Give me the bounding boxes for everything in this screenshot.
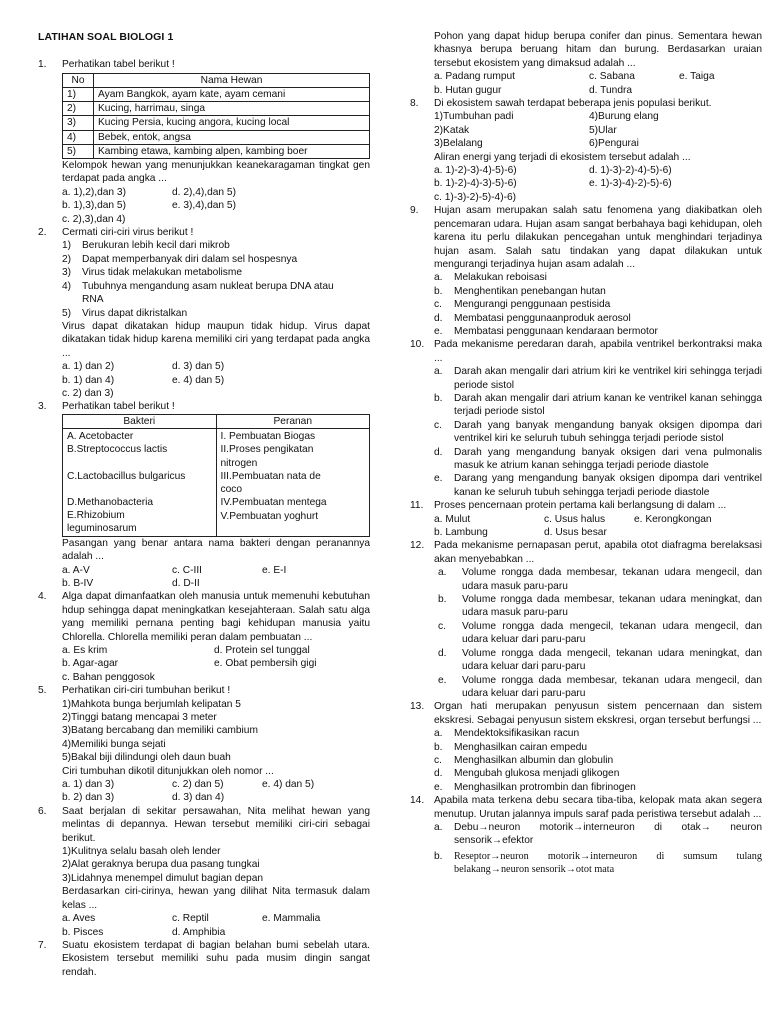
option[interactable]: d. 3) dan 4) (172, 792, 225, 804)
table-cell: Kucing Persia, kucing angora, kucing local (94, 116, 370, 130)
table-cell: 1) (63, 88, 94, 102)
question-number: 6. (38, 805, 47, 817)
option[interactable]: b. 1)-2)-4)-3)-5)-6) (434, 178, 517, 190)
option[interactable]: e. E-I (262, 564, 287, 576)
question-text: Proses pencernaan protein pertama kali berlangsung di dalam ... (434, 500, 727, 512)
question-2 (38, 226, 370, 400)
table-cell: A. Acetobacter (67, 430, 134, 442)
question-text: Organ hati merupakan penyusun sistem pencernaan dan sistem ekskresi. Sebagai penyusun sistem ekskresi, organ tersebut berfungsi ... (434, 701, 762, 726)
animal-table (62, 73, 370, 159)
question-number: 3. (38, 401, 47, 413)
option[interactable]: b. Darah akan mengalir dari atrium kanan ke ventrikel kanan sehingga terjadi periode sistol (434, 392, 762, 418)
option[interactable]: d. 1)-3)-2)-4)-5)-6) (589, 165, 672, 177)
question-text: Perhatikan ciri-ciri tumbuhan berikut ! (62, 685, 231, 697)
table-cell: Kambing etawa, kambing alpen, kambing boer (94, 144, 370, 158)
question-text: Apabila mata terkena debu secara tiba-tiba, kelopak mata akan segera menutup. Urutan jalannya impuls saraf pada peristiwa tersebut adalah ... (434, 795, 762, 820)
option[interactable]: d. Darah yang mengandung banyak oksigen dari vena pulmonalis masuk ke atrium kanan sehingga terjadi periode diastole (434, 446, 762, 471)
option[interactable]: e. Taiga (679, 71, 715, 83)
table-cell: II.Proses pengikatan nitrogen (220, 444, 314, 469)
question-number: 10. (410, 339, 425, 351)
question-5-options (62, 778, 370, 805)
option[interactable]: e. Mammalia (262, 913, 321, 925)
option[interactable]: d. 2),4),dan 5) (172, 186, 236, 198)
list-item: 6)Pengurai (589, 138, 639, 150)
question-number: 2. (38, 227, 47, 239)
question-prompt: Ciri tumbuhan dikotil ditunjukkan oleh nomor ... (62, 765, 274, 777)
question-text: Alga dapat dimanfaatkan oleh manusia untuk memenuhi kebutuhan hdup sehingga dapat meningkatkan kesejahteraan. Salah satu alga yang memiliki pernana penting bagi kehidupan manusia yaitu Chlorella. Chlorella memiliki peran dalam pembuatan ... (62, 591, 370, 643)
list-item: 2)Katak (434, 124, 470, 136)
question-1 (38, 58, 370, 159)
option[interactable]: b. 1) dan 4) (62, 374, 115, 386)
question-text: Suatu ekosistem terdapat di bagian belahan bumi sebelah utara. Ekosistem tersebut memiliki suhu pada musim dingin sangat rendah. (62, 939, 370, 978)
question-11-options (434, 513, 762, 540)
question-3 (38, 400, 370, 590)
question-text: Pada mekanisme peredaran darah, apabila ventrikel berkontraksi maka ... (434, 339, 762, 364)
question-number: 14. (410, 795, 425, 807)
option[interactable]: c. Reptil (172, 913, 209, 925)
option[interactable]: c. Usus halus (544, 513, 606, 525)
option[interactable]: b. Agar-agar (62, 658, 119, 670)
list-item: 1)Kulitnya selalu basah oleh lender (62, 846, 221, 858)
option[interactable]: e. Membatasi penggunaan kendaraan bermotor (434, 325, 658, 337)
option[interactable]: a. Aves (62, 913, 96, 925)
question-prompt: Virus dapat dikatakan hidup maupun tidak hidup. Virus dapat dikatakan tidak hidup karena memiliki ciri yang terdapat pada angka ... (62, 320, 370, 359)
option[interactable]: a. 1) dan 3) (62, 779, 115, 791)
option[interactable]: a. Mulut (434, 513, 471, 525)
option[interactable]: d. 3) dan 5) (172, 361, 225, 373)
question-7-continued (410, 30, 762, 97)
option[interactable]: a. 1),2),dan 3) (62, 186, 126, 198)
option[interactable]: c. 1)-3)-2)-5)-4)-6) (434, 191, 517, 203)
option[interactable]: b. Reseptor→neuron motorik→interneuron di sumsum tulang belakang→neuron sensorik→otot mata (434, 850, 762, 876)
document-title: LATIHAN SOAL BIOLOGI 1 (38, 31, 174, 43)
option[interactable]: e. Volume rongga dada membesar, tekanan udara mengecil, dan udara keluar dari paru-paru (438, 674, 762, 699)
option[interactable]: d. Mengubah glukosa menjadi glikogen (434, 768, 620, 780)
list-item: 3)Belalang (434, 138, 483, 150)
right-column (410, 4, 762, 877)
table-cell: Bebek, entok, angsa (94, 130, 370, 144)
list-item: 4)Memiliki bunga sejati (62, 738, 166, 750)
question-number: 5. (38, 685, 47, 697)
table-row (63, 116, 370, 130)
list-item: 2)Tinggi batang mencapai 3 meter (62, 712, 217, 724)
question-11 (410, 499, 762, 539)
question-8 (410, 97, 762, 204)
option[interactable]: b. Volume rongga dada membesar, tekanan udara meningkat, dan udara masuk paru-paru (438, 594, 762, 619)
table-row (63, 428, 370, 536)
question-number: 8. (410, 98, 419, 110)
option[interactable]: a. Volume rongga dada membesar, tekanan udara mengecil, dan udara masuk paru-paru (438, 567, 762, 592)
option[interactable]: c. Volume rongga dada mengecil, tekanan udara mengecil, dan udara keluar dari paru-paru (438, 620, 762, 646)
option[interactable]: b. Lambung (434, 527, 488, 539)
table-row (63, 130, 370, 144)
table-cell: 4) (63, 130, 94, 144)
question-2-options (62, 360, 370, 400)
question-number: 1. (38, 59, 47, 71)
table-cell: C.Lactobacillus bulgaricus (67, 470, 186, 482)
option[interactable]: a. 1)-2)-3)-4)-5)-6) (434, 165, 517, 177)
question-12 (410, 539, 762, 700)
option[interactable]: e. 3),4),dan 5) (172, 200, 236, 212)
question-text: Perhatikan tabel berikut ! (62, 59, 175, 71)
question-text: Pada mekanisme pernapasan perut, apabila otot diafragma berelaksasi akan menyebabkan ... (434, 540, 762, 565)
table-cell: Ayam Bangkok, ayam kate, ayam cemani (94, 88, 370, 102)
option[interactable]: b. Menghasilkan cairan empedu (434, 741, 588, 753)
option[interactable]: a. Mendektoksifikasikan racun (434, 728, 580, 740)
option[interactable]: a. Es krim (62, 644, 108, 656)
option[interactable]: a. Debu→neuron motorik→interneuron di otak→ neuron sensorik→efektor (434, 821, 762, 847)
table-header: Bakteri (63, 414, 217, 428)
table-cell: IV.Pembuatan mentega (220, 497, 327, 509)
option[interactable]: d. Membatasi penggunaanproduk aerosol (434, 312, 631, 324)
option[interactable]: c. Bahan penggosok (62, 671, 155, 683)
option[interactable]: a. Melakukan reboisasi (434, 272, 547, 284)
option[interactable]: e. Darang yang mengandung banyak oksigen dipompa dari ventrikel kanan ke seluruh tubuh sehingga terjadi periode diastole (434, 473, 762, 498)
table-cell: Kucing, harrimau, singa (94, 102, 370, 116)
option[interactable]: d. Amphibia (172, 926, 226, 938)
bacteria-table (62, 414, 370, 537)
question-text: Cermati ciri-ciri virus berikut ! (62, 227, 194, 239)
question-number: 4. (38, 591, 47, 603)
option[interactable]: d. Protein sel tunggal (214, 644, 310, 656)
question-5 (38, 684, 370, 805)
table-cell: D.Methanobacteria (67, 496, 154, 508)
option[interactable]: a. A-V (62, 564, 90, 576)
question-3-options (62, 564, 370, 591)
option[interactable]: d. D-II (172, 577, 200, 589)
question-prompt: Aliran energi yang terjadi di ekosistem tersebut adalah ... (434, 151, 691, 163)
question-6-options (62, 912, 370, 939)
question-prompt: Pasangan yang benar antara nama bakteri dengan peranannya adalah ... (62, 537, 370, 563)
list-item: 3) Virus tidak melakukan metabolisme (62, 267, 243, 279)
list-item: 4)Burung elang (589, 111, 659, 123)
option[interactable]: c. Darah yang banyak mengandung banyak oksigen dipompa dari ventrikel kiri ke seluruh tubuh sehingga terjadi periode sistol (434, 419, 762, 445)
question-13 (410, 700, 762, 794)
list-item: 5)Ular (589, 124, 617, 136)
option[interactable]: b. Pisces (62, 926, 104, 938)
option[interactable]: e. 4) dan 5) (172, 374, 225, 386)
option[interactable]: c. Mengurangi penggunaan pestisida (434, 299, 611, 311)
question-4 (38, 590, 370, 684)
question-8-options (434, 164, 762, 204)
option[interactable]: a. Darah akan mengalir dari atrium kiri ke ventrikel kiri sehingga terjadi periode sistol (434, 366, 762, 391)
option[interactable]: e. Obat pembersih gigi (214, 658, 317, 670)
table-cell: V.Pembuatan yoghurt (220, 510, 319, 522)
list-item: 1) Berukuran lebih kecil dari mikrob (62, 240, 230, 252)
question-number: 11. (410, 500, 424, 512)
table-cell: E.Rhizobium leguminosarum (67, 510, 137, 535)
option[interactable]: c. C-III (172, 564, 202, 576)
question-4-options (62, 644, 370, 684)
option[interactable]: c. 2),3),dan 4) (62, 213, 126, 225)
question-text: Pohon yang dapat hidup berupa conifer dan pinus. Sementara hewan khasnya berupa beruang hitam dan burung. Berdasarkan uraian tersebut ekosistem yang dimaksud adalah ... (434, 31, 762, 69)
option[interactable]: c. 2) dan 3) (62, 387, 114, 399)
option[interactable]: c. Sabana (589, 71, 635, 83)
option[interactable]: e. 1)-3)-4)-2)-5)-6) (589, 178, 672, 190)
option[interactable]: b. Menghentikan penebangan hutan (434, 285, 606, 297)
table-header: Peranan (216, 414, 370, 428)
table-cell: B.Streptococcus lactis (67, 444, 168, 456)
question-6 (38, 805, 370, 939)
option[interactable]: b. B-IV (62, 577, 94, 589)
option[interactable]: b. 1),3),dan 5) (62, 200, 126, 212)
question-1-options (38, 186, 370, 226)
list-item: 1)Mahkota bunga berjumlah kelipatan 5 (62, 698, 241, 710)
question-number: 12. (410, 540, 425, 552)
option[interactable]: d. Usus besar (544, 527, 607, 539)
option[interactable]: a. Padang rumput (434, 71, 515, 83)
table-cell: 2) (63, 102, 94, 116)
question-prompt: Berdasarkan ciri-cirinya, hewan yang dilihat Nita termasuk dalam kelas ... (62, 886, 370, 911)
option[interactable]: b. Hutan gugur (434, 84, 502, 96)
question-text: Hujan asam merupakan salah satu fenomena yang diakibatkan oleh pencemaran udara. Hujan asam sangat berbahaya bagi kehidupan, oleh karena itu perlu dilakukan pencegahan untuk menghindari terjadinya hujan asam. Salah satu tindakan yang dapat dilakukan untuk mengurangi terjadinya hujan asam adalah ... (434, 205, 762, 270)
table-cell: III.Pembuatan nata de coco (220, 470, 321, 496)
question-1-prompt: Kelompok hewan yang menunjukkan keanekaragaman tingkat gen terdapat pada angka ... (62, 160, 370, 185)
list-item: 2) Dapat memperbanyak diri dalam sel hospesnya (62, 253, 298, 265)
question-number: 7. (38, 939, 47, 951)
option[interactable]: d. Tundra (589, 84, 633, 96)
option[interactable]: c. 2) dan 5) (172, 779, 224, 791)
list-item: 5)Bakal biji dilindungi oleh daun buah (62, 752, 231, 764)
list-item: 2)Alat geraknya berupa dua pasang tungkai (62, 859, 260, 871)
table-row (63, 102, 370, 116)
question-9 (410, 204, 762, 338)
option[interactable]: a. 1) dan 2) (62, 361, 115, 373)
question-text: Perhatikan tabel berikut ! (62, 401, 175, 413)
question-number: 13. (410, 701, 425, 713)
question-7-options (434, 70, 762, 97)
table-cell: 3) (63, 116, 94, 130)
question-10 (410, 338, 762, 499)
question-number: 9. (410, 205, 419, 217)
list-item: 3)Batang bercabang dan memiliki cambium (62, 725, 258, 737)
table-header: No (63, 73, 94, 87)
option[interactable]: e. Kerongkongan (634, 513, 712, 525)
option[interactable]: b. 2) dan 3) (62, 792, 115, 804)
question-14 (410, 794, 762, 876)
table-header: Nama Hewan (94, 73, 370, 87)
list-item: 3)Lidahnya menempel dimulut bagian depan (62, 872, 264, 884)
question-7 (38, 939, 370, 979)
list-item: 1)Tumbuhan padi (434, 111, 514, 123)
question-text: Saat berjalan di sekitar persawahan, Nita melihat hewan yang melintas di depannya. Hewan tersebut memiliki ciri-ciri sebagai berikut. (62, 805, 370, 844)
question-text: Di ekosistem sawah terdapat beberapa jenis populasi berikut. (434, 98, 712, 110)
table-cell: I. Pembuatan Biogas (220, 430, 316, 442)
table-row (63, 144, 370, 158)
population-list (434, 110, 762, 150)
option[interactable]: d. Volume rongga dada mengecil, tekanan udara meningkat, dan udara keluar dari paru-paru (438, 647, 762, 673)
option[interactable]: e. 4) dan 5) (262, 779, 315, 791)
list-item: 4) Tubuhnya mengandung asam nukleat berupa DNA atau RNA (62, 280, 334, 306)
left-column (38, 31, 370, 979)
list-item: 5) Virus dapat dikristalkan (62, 307, 188, 319)
option[interactable]: e. Menghasilkan protrombin dan fibrinogen (434, 781, 636, 793)
table-row (63, 88, 370, 102)
table-cell: 5) (63, 144, 94, 158)
option[interactable]: c. Menghasilkan albumin dan globulin (434, 754, 614, 766)
